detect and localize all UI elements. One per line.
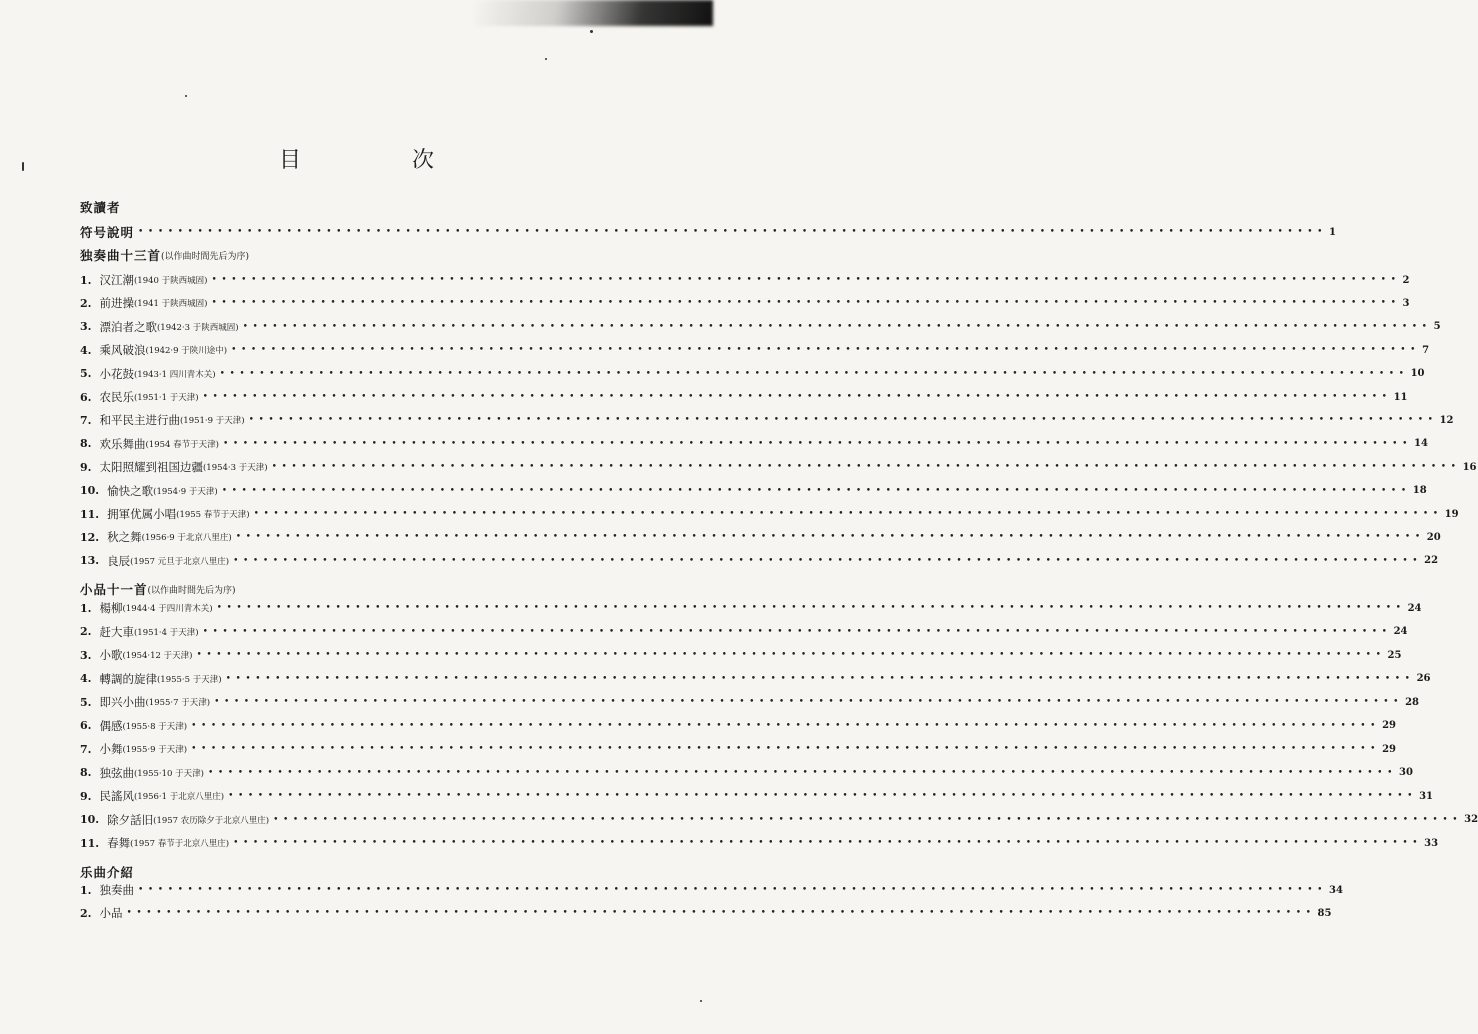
toc-entry-number: 1. xyxy=(80,273,92,287)
toc-entry-note: (1954·12 于天津) xyxy=(122,651,193,661)
toc-entry-note: (1951·1 于天津) xyxy=(133,393,199,403)
toc-entry-number: 13. xyxy=(80,554,100,568)
toc-entry-number: 2. xyxy=(80,625,92,638)
toc-section[interactable] xyxy=(80,245,671,265)
toc-entry-label: 愉快之歌 xyxy=(107,483,154,498)
toc-entry-label: 即兴小曲 xyxy=(99,695,146,709)
toc-page-number: 24 xyxy=(1407,602,1422,614)
toc-entry-note: (1942·9 于陕川途中) xyxy=(145,346,228,357)
leader-dots: •••••••••••••••••••••••••••••••••••••••••••••••••••••••••••••••••••••••••••••••••••••••••••••••••••••••••••••••••••••••• xyxy=(126,908,1316,918)
leader-dots: •••••••••••••••••••••••••••••••••••••••••••••••••••••••••••••••••••••••••••••••••••••••••••••••••••••••••••••••••••••••• xyxy=(202,392,1392,402)
toc-entry[interactable] xyxy=(80,504,1459,524)
toc-entry-number: 7. xyxy=(80,742,92,756)
leader-dots: •••••••••••••••••••••••••••••••••••••••••••••••••••••••••••••••••••••••••••••••••••••••••••••••••••••••••••••••••••••••• xyxy=(211,298,1401,309)
toc-entry-note: (1941 于陕西城固) xyxy=(133,299,208,310)
toc-entry[interactable] xyxy=(80,786,1434,806)
toc-section-note: (以作曲时間先后为序) xyxy=(147,585,236,596)
toc-page-number: 32 xyxy=(1464,814,1478,825)
leader-dots: •••••••••••••••••••••••••••••••••••••••••••••••••••••••••••••••••••••••••••••••••••••••••••••••••••••••••••••••••••••••• xyxy=(233,555,1423,566)
toc-page-number: 29 xyxy=(1382,720,1397,731)
toc-entry-number: 5. xyxy=(80,695,92,709)
leader-dots: •••••••••••••••••••••••••••••••••••••••••••••••••••••••••••••••••••••••••••••••••••••••••••••••••••••••••••••••••••••••• xyxy=(137,885,1328,895)
toc-entry-number: 11. xyxy=(80,507,100,521)
toc-entry-note: (1955·10 于天津) xyxy=(133,768,204,779)
toc-entry-number: 12. xyxy=(80,530,100,544)
toc-entry-note: (1944·4 于四川青木关) xyxy=(122,604,213,614)
leader-dots: •••••••••••••••••••••••••••••••••••••••••••••••••••••••••••••••••••••••••••••••••••••••••••••••••••••••••••••••••••••••• xyxy=(191,744,1381,754)
toc-entry-note: (1954 春节于天津) xyxy=(145,439,219,450)
toc-entry[interactable] xyxy=(80,317,1441,337)
toc-entry-note: (1955·8 于天津) xyxy=(122,721,188,732)
toc-entry-note: (1942·3 于陕西城固) xyxy=(156,322,239,333)
toc-entry-number: 9. xyxy=(80,460,92,474)
toc-entry-note: (1955·5 于天津) xyxy=(156,674,222,685)
toc-entry-number: 6. xyxy=(80,390,92,404)
toc-entry-label: 乘风破浪 xyxy=(99,343,146,358)
toc-page-number: 20 xyxy=(1426,531,1441,543)
toc-entry[interactable] xyxy=(80,692,1420,712)
leader-dots: •••••••••••••••••••••••••••••••••••••••••••••••••••••••••••••••••••••••••••••••••••••••••••••••••••••••••••••••••••••••• xyxy=(214,697,1404,707)
toc-entry[interactable] xyxy=(80,293,1410,313)
toc-entry-label: 拥軍优属小唱 xyxy=(107,507,177,521)
toc-page-number: 12 xyxy=(1439,414,1454,426)
toc-entry-label: 漂泊者之歌 xyxy=(99,319,157,334)
leader-dots: •••••••••••••••••••••••••••••••••••••••••••••••••••••••••••••••••••••••••••••••••••••••••••••••••••••••••••••••••••••••• xyxy=(191,720,1381,731)
toc-entry[interactable] xyxy=(80,763,1413,783)
toc-page-number: 16 xyxy=(1462,461,1477,473)
page-title: 目 次 xyxy=(279,148,486,173)
toc-entry-note: (1955·9 于天津) xyxy=(122,745,188,755)
toc-page-number: 5 xyxy=(1433,321,1441,333)
toc-section-label: 独奏曲十三首 xyxy=(80,248,162,263)
toc-entry[interactable] xyxy=(80,527,1441,547)
toc-entry[interactable] xyxy=(80,810,1478,830)
toc-entry-label: 小舞 xyxy=(99,742,123,756)
leader-dots: •••••••••••••••••••••••••••••••••••••••••••••••••••••••••••••••••••••••••••••••••••••••••••••••••••••••••••••••••••••••• xyxy=(228,791,1418,801)
toc-entry-label: 小品 xyxy=(99,906,123,920)
toc-entry[interactable] xyxy=(80,669,1431,689)
toc-entry-number: 8. xyxy=(80,437,92,451)
toc-entry-note: (1954·9 于天津) xyxy=(153,486,218,497)
toc-entry-number: 10. xyxy=(80,484,100,498)
toc-entry-number: 4. xyxy=(80,672,92,685)
toc-entry-number: 4. xyxy=(80,343,92,357)
toc-entry-note: (1951·9 于天津) xyxy=(179,416,245,427)
leader-dots: •••••••••••••••••••••••••••••••••••••••••••••••••••••••••••••••••••••••••••••••••••••••••••••••••••••••••••••••••••••••• xyxy=(253,509,1443,519)
toc-entry-label: 小歌 xyxy=(99,648,123,662)
toc-page-number: 22 xyxy=(1424,555,1439,567)
toc-page-number: 1 xyxy=(1329,226,1337,238)
toc-entry[interactable] xyxy=(80,340,1430,360)
toc-page-number: 33 xyxy=(1424,837,1439,849)
toc-page-number: 31 xyxy=(1419,790,1434,802)
toc-entry-note: (1955·7 于天津) xyxy=(145,698,211,708)
toc-entry-label: 除夕話旧 xyxy=(107,812,154,827)
toc-page-number: 30 xyxy=(1399,767,1413,778)
toc-entry[interactable] xyxy=(80,434,1428,454)
toc-entry[interactable] xyxy=(80,364,1425,384)
toc-entry[interactable] xyxy=(80,387,1408,407)
toc-entry[interactable] xyxy=(80,410,1454,430)
toc-page-number: 19 xyxy=(1444,508,1459,520)
toc-section[interactable] xyxy=(80,222,1337,242)
leader-dots: •••••••••••••••••••••••••••••••••••••••••••••••••••••••••••••••••••••••••••••••••••••••••••••••••••••••••••••••••••••••• xyxy=(271,462,1461,473)
toc-entry[interactable] xyxy=(80,903,1332,923)
toc-entry[interactable] xyxy=(80,833,1439,853)
toc-entry-number: 11. xyxy=(80,836,100,850)
leader-dots: •••••••••••••••••••••••••••••••••••••••••••••••••••••••••••••••••••••••••••••••••••••••••••••••••••••••••••••••••••••••• xyxy=(211,275,1401,285)
toc-page-number: 7 xyxy=(1422,344,1430,356)
leader-dots: •••••••••••••••••••••••••••••••••••••••••••••••••••••••••••••••••••••••••••••••••••••••••••••••••••••••••••••••••••••••• xyxy=(248,415,1438,426)
leader-dots: •••••••••••••••••••••••••••••••••••••••••••••••••••••••••••••••••••••••••••••••••••••••••••••••••••••••••••••••••••••••• xyxy=(222,438,1412,449)
toc-entry-label: 轉調的旋律 xyxy=(99,671,157,686)
toc-section-label: 符号說明 xyxy=(80,225,135,240)
toc-entry[interactable] xyxy=(80,457,1477,477)
toc-entry-note: (1956·1 于北京八里庄) xyxy=(133,792,225,802)
toc-page-number: 85 xyxy=(1317,907,1332,919)
toc-entry[interactable] xyxy=(80,645,1402,665)
leader-dots: •••••••••••••••••••••••••••••••••••••••••••••••••••••••••••••••••••••••••••••••••••••••••••••••••••••••••••••••••••••••• xyxy=(235,532,1425,543)
leader-dots: •••••••••••••••••••••••••••••••••••••••••••••••••••••••••••••••••••••••••••••••••••••••••••••••••••••••••••••••••••••••• xyxy=(273,814,1463,825)
toc-entry-note: (1940 于陕西城固) xyxy=(133,276,208,286)
toc-entry-label: 秋之舞 xyxy=(107,530,142,545)
toc-entry[interactable] xyxy=(80,622,1408,642)
leader-dots: •••••••••••••••••••••••••••••••••••••••••••••••••••••••••••••••••••••••••••••••••••••••••••••••••••••••••••••••••••••••• xyxy=(231,345,1421,356)
toc-page-number: 25 xyxy=(1387,649,1402,661)
leader-dots: •••••••••••••••••••••••••••••••••••••••••••••••••••••••••••••••••••••••••••••••••••••••••••••••••••••••••••••••••••••••• xyxy=(207,767,1397,778)
toc-entry[interactable] xyxy=(80,880,1343,900)
toc-entry-label: 欢乐舞曲 xyxy=(99,436,146,451)
toc-entry-label: 前进操 xyxy=(99,296,134,311)
toc-page-number: 18 xyxy=(1412,485,1427,497)
toc-page-number: 14 xyxy=(1413,438,1428,450)
toc-page-number: 10 xyxy=(1410,368,1425,380)
toc-section-note: (以作曲时間先后为序) xyxy=(161,251,250,262)
toc-section-label: 致讀者 xyxy=(80,200,121,215)
toc-section-label: 小品十一首 xyxy=(80,582,148,597)
leader-dots: •••••••••••••••••••••••••••••••••••••••••••••••••••••••••••••••••••••••••••••••••••••••••••••••••••••••••••••••••••••••• xyxy=(202,626,1392,637)
leader-dots: •••••••••••••••••••••••••••••••••••••••••••••••••••••••••••••••••••••••••••••••••••••••••••••••••••••••••••••••••••••••• xyxy=(196,650,1386,660)
toc-entry-number: 10. xyxy=(80,813,100,826)
toc-entry[interactable] xyxy=(80,716,1397,736)
toc-entry-label: 楊柳 xyxy=(99,601,123,615)
toc-entry-label: 独弦曲 xyxy=(99,765,134,780)
leader-dots: •••••••••••••••••••••••••••••••••••••••••••••••••••••••••••••••••••••••••••••••••••••••••••••••••••••••••••••••••••••••• xyxy=(221,485,1411,496)
toc-page-number: 34 xyxy=(1329,884,1343,896)
toc-page-number: 2 xyxy=(1402,274,1410,286)
leader-dots: •••••••••••••••••••••••••••••••••••••••••••••••••••••••••••••••••••••••••••••••••••••••••••••••••••••••••••••••••••••••• xyxy=(219,368,1409,379)
toc-entry-label: 赶大車 xyxy=(99,624,134,639)
toc-entry-note: (1955 春节于天津) xyxy=(176,510,250,520)
toc-entry-number: 2. xyxy=(80,296,92,310)
toc-page-number: 3 xyxy=(1402,297,1410,309)
toc-entry-label: 和平民主进行曲 xyxy=(99,413,180,428)
toc-entry[interactable] xyxy=(80,739,1397,759)
toc-entry-note: (1954·3 于天津) xyxy=(202,463,268,474)
toc-entry-note: (1957 元旦于北京八里庄) xyxy=(130,556,230,567)
toc-page-number: 26 xyxy=(1416,673,1431,684)
toc-entry-label: 农民乐 xyxy=(99,390,134,404)
toc-entry-note: (1956·9 于北京八里庄) xyxy=(141,533,232,544)
toc-section[interactable] xyxy=(80,197,671,217)
toc-entry-number: 3. xyxy=(80,320,92,334)
toc-entry-label: 小花鼓 xyxy=(99,366,134,381)
leader-dots: •••••••••••••••••••••••••••••••••••••••••••••••••••••••••••••••••••••••••••••••••••••••••••••••••••••••••••••••••••••••• xyxy=(216,603,1406,613)
toc-entry-label: 春舞 xyxy=(107,836,131,850)
toc-entry-number: 6. xyxy=(80,719,92,732)
toc-page-number: 29 xyxy=(1382,743,1397,755)
toc-page-number: 28 xyxy=(1405,696,1420,708)
toc-entry-number: 1. xyxy=(80,601,92,615)
toc-entry-label: 偶感 xyxy=(99,718,123,733)
leader-dots: •••••••••••••••••••••••••••••••••••••••••••••••••••••••••••••••••••••••••••••••••••••••••••••••••••••••••••••••••••••••• xyxy=(233,838,1423,848)
leader-dots: •••••••••••••••••••••••••••••••••••••••••••••••••••••••••••••••••••••••••••••••••••••••••••••••••••••••••••••••••••••••• xyxy=(225,673,1415,684)
toc-entry-note: (1943·1 四川青木关) xyxy=(133,369,216,380)
leader-dots: •••••••••••••••••••••••••••••••••••••••••••••••••••••••••••••••••••••••••••••••••••••••••••••••••••••••••••••••••••••••• xyxy=(242,321,1432,332)
toc-entry[interactable] xyxy=(80,270,1410,290)
toc-entry-number: 9. xyxy=(80,789,92,803)
toc-page-number: 24 xyxy=(1393,626,1408,637)
toc-entry-label: 太阳照耀到祖国边疆 xyxy=(99,460,203,475)
toc-entry-number: 1. xyxy=(80,883,92,897)
toc-entry-note: (1951·4 于天津) xyxy=(133,627,199,638)
toc-entry-number: 3. xyxy=(80,648,92,662)
toc-section[interactable] xyxy=(80,579,671,599)
toc-entry[interactable] xyxy=(80,551,1439,571)
toc-entry-note: (1957 农历除夕于北京八里庄) xyxy=(153,815,270,826)
toc-entry-number: 5. xyxy=(80,367,92,381)
toc-entry-label: 民謠风 xyxy=(99,789,134,803)
toc-entry-label: 良辰 xyxy=(107,553,131,568)
toc-entry-note: (1957 春节于北京八里庄) xyxy=(130,839,230,849)
toc-entry[interactable] xyxy=(80,598,1422,618)
toc-section[interactable] xyxy=(80,862,671,882)
toc-entry[interactable] xyxy=(80,481,1427,501)
toc-section-label: 乐曲介紹 xyxy=(80,865,135,880)
toc-entry-number: 2. xyxy=(80,906,92,920)
toc-entry-number: 7. xyxy=(80,413,92,427)
toc-page-number: 11 xyxy=(1393,391,1408,403)
toc-entry-label: 独奏曲 xyxy=(99,883,134,897)
leader-dots: •••••••••••••••••••••••••••••••••••••••••••••••••••••••••••••••••••••••••••••••••••••••••••••••••••••••••••••••••••••••• xyxy=(138,227,1328,237)
toc-entry-label: 汉江潮 xyxy=(99,273,134,287)
toc-entry-number: 8. xyxy=(80,766,92,779)
